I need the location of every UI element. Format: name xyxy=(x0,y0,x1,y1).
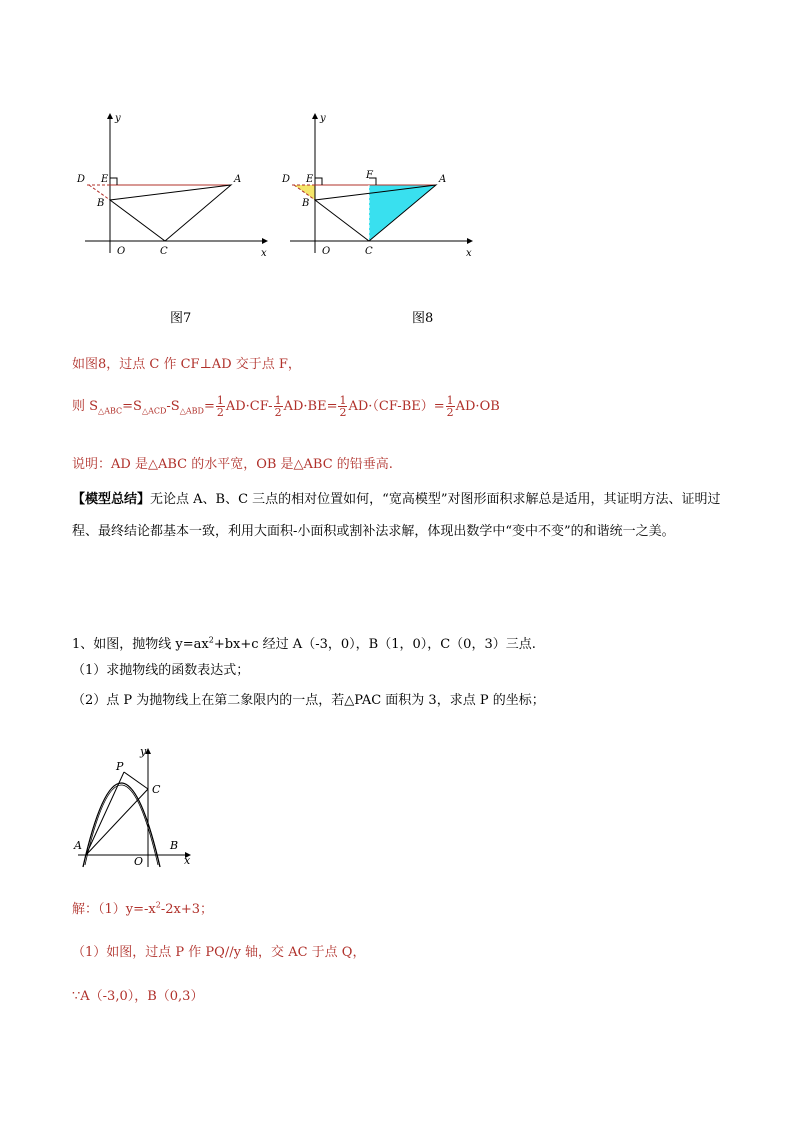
segment-PC xyxy=(124,772,148,789)
figure-8-caption: 图8 xyxy=(412,311,434,326)
fraction-half: $\frac{1}{2}$ xyxy=(216,394,224,419)
question-2: （2）点 P 为抛物线上在第二象限内的一点，若△PAC 面积为 3，求点 P 的坐标； xyxy=(72,693,545,708)
segment-AP xyxy=(86,772,124,855)
label-B: B xyxy=(302,198,310,209)
explanation: 说明：AD 是△ABC 的水平宽，OB 是△ABC 的铅垂高. xyxy=(72,457,393,472)
label-B: B xyxy=(170,839,179,852)
label-A: A xyxy=(74,839,82,852)
solution-1: 解：$(1)y=-x^2-2x+3$； xyxy=(72,900,213,917)
summary-tag: 【模型总结】 xyxy=(72,492,151,507)
figure-7 xyxy=(75,108,275,258)
problem-intro: 1、如图，抛物线 $y=ax^2+bx+c$ 经过 A（-3，0），B（1，0），C（0，3）三点. xyxy=(72,635,536,652)
model-summary xyxy=(72,484,724,548)
label-x: x xyxy=(184,854,191,867)
label-A: A xyxy=(234,174,242,185)
label-F: F xyxy=(366,170,373,181)
label-A: A xyxy=(439,174,447,185)
figure-7-caption: 图7 xyxy=(170,311,192,326)
parabola-figure xyxy=(72,745,202,870)
label-B: B xyxy=(97,198,105,209)
label-O: O xyxy=(134,855,144,868)
label-C: C xyxy=(152,783,161,796)
label-C: C xyxy=(365,246,373,257)
triangle-ABC xyxy=(110,185,231,241)
label-D: D xyxy=(77,174,86,185)
fraction-half: $\frac{1}{2}$ xyxy=(274,394,282,419)
label-y: y xyxy=(115,113,121,124)
label-x: x xyxy=(261,248,267,258)
parabola-curve-inner xyxy=(85,785,158,865)
label-y: y xyxy=(140,745,147,758)
label-y: y xyxy=(320,113,326,124)
label-E: E xyxy=(101,174,109,185)
fraction-half: $\frac{1}{2}$ xyxy=(446,394,454,419)
right-angle-mark-E xyxy=(315,178,322,185)
figure-8 xyxy=(280,108,480,258)
label-C: C xyxy=(160,246,168,257)
solution-2: （1）如图，过点 P 作 PQ//y 轴，交 AC 于点 Q， xyxy=(72,945,366,960)
question-1: （1）求抛物线的函数表达式； xyxy=(72,663,250,678)
fraction-half: $\frac{1}{2}$ xyxy=(339,394,347,419)
label-P: P xyxy=(116,760,124,773)
label-E: E xyxy=(306,174,314,185)
summary-text: 无论点 A、B、C 三点的相对位置如何，“宽高模型”对图形面积求解总是适用，其证明方法、证明过程、最终结论都基本一致，利用大面积-小面积或割补法求解，体现出数学中“变中不变”的和谐统一之美。 xyxy=(72,492,721,539)
label-O: O xyxy=(322,246,331,257)
label-x: x xyxy=(466,248,472,258)
area-formula: 则 $S_{\triangle ABC}=S_{\triangle ACD}-S_{\triangle ABD}=$ $\frac{1}{2}$ AD·CF- $\frac{1}{2}$ AD·BE= $\frac{1}{2}$ AD·（CF-BE）= $\frac{1}{2}$ AD·OB xyxy=(72,394,500,419)
label-O: O xyxy=(117,246,126,257)
statement: 如图8，过点 C 作 CF⊥AD 交于点 F， xyxy=(72,357,301,372)
label-D: D xyxy=(282,174,291,185)
solution-3: ∵A（-3,0），B（0,3） xyxy=(72,989,204,1004)
right-angle-mark xyxy=(110,178,117,185)
